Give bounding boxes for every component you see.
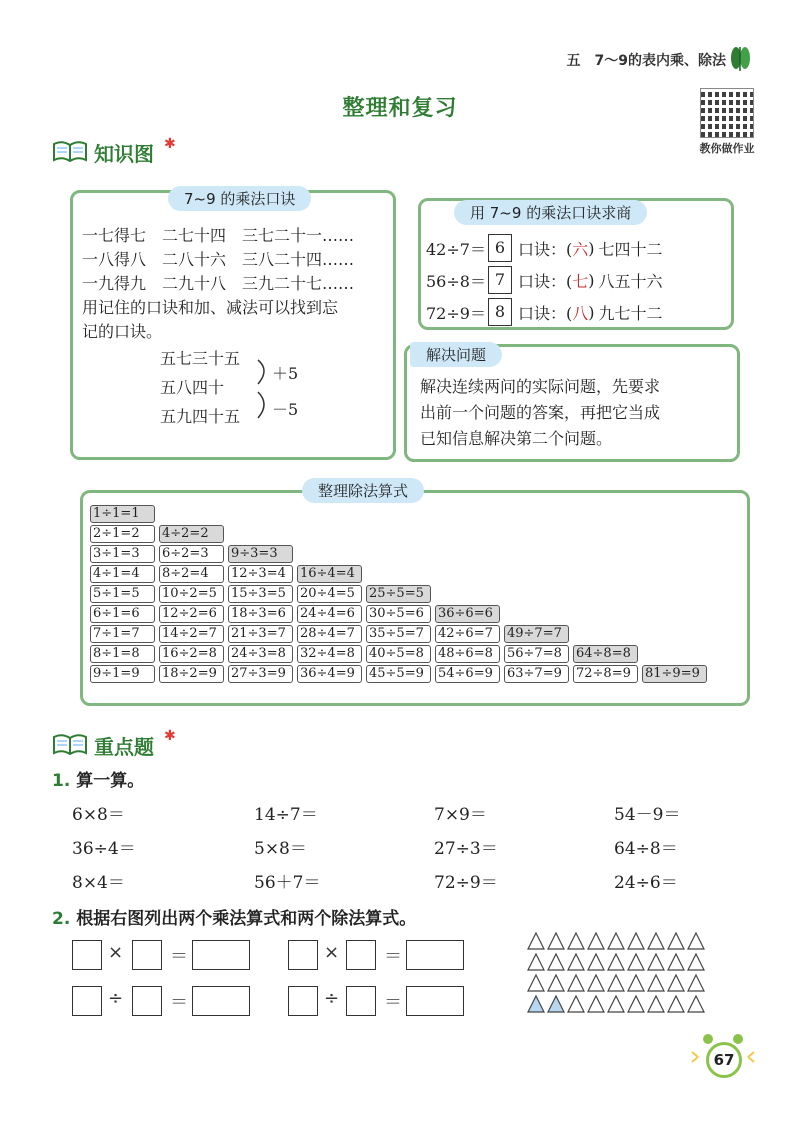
triangle-icon — [608, 975, 624, 991]
division-equation: 40÷5=8 — [366, 645, 431, 663]
equals-sign: ＝ — [384, 992, 402, 1013]
division-equation: 14÷2=7 — [159, 625, 224, 643]
qr-code — [700, 88, 754, 138]
chapter-header: 五 7～9的表内乘、除法 — [566, 53, 726, 69]
mnemonic-rest: 九七十二 — [598, 303, 663, 323]
formula-line: 一八得八 二八十六 三八二十四…… — [82, 250, 355, 269]
triangle-icon — [668, 954, 684, 970]
triangle-icon — [608, 933, 624, 949]
triangle-icon — [528, 933, 544, 949]
question-2 — [52, 904, 416, 929]
formula-steps — [160, 344, 240, 431]
triangle-icon — [688, 933, 704, 949]
answer-rect[interactable] — [406, 986, 464, 1016]
answer-square[interactable] — [72, 940, 102, 970]
calc-item: 6×8＝ — [72, 805, 125, 825]
division-equation: 72÷8=9 — [573, 665, 638, 683]
mnemonic-label: 口诀：( — [517, 303, 573, 323]
solve-line: 解决连续两问的实际问题，先要求 — [420, 377, 661, 396]
division-equation: 12÷2=6 — [159, 605, 224, 623]
star-icon: ✱ — [164, 136, 176, 152]
mnemonic-key: 八 — [572, 303, 589, 323]
answer-rect[interactable] — [192, 940, 250, 970]
triangle-icon — [548, 975, 564, 991]
triangle-icon — [568, 933, 584, 949]
calc-item: 27÷3＝ — [434, 839, 498, 859]
division-equation: 48÷6=8 — [435, 645, 500, 663]
division-equation: 6÷2=3 — [159, 545, 224, 563]
division-equation: 45÷5=9 — [366, 665, 431, 683]
formula-note: 用记住的口诀和加、减法可以找到忘 — [82, 298, 339, 317]
solve-line: 出前一个问题的答案，再把它当成 — [420, 403, 661, 422]
triangle-icon — [568, 996, 584, 1012]
quotient-box-title: 用 7~9 的乘法口诀求商 — [454, 200, 647, 225]
formula-lines — [82, 224, 354, 344]
formula-note: 记的口诀。 — [82, 322, 163, 341]
division-equation: 63÷7=9 — [504, 665, 569, 683]
triangle-icon — [668, 933, 684, 949]
equals-sign: ＝ — [384, 946, 402, 967]
question-text: 算一算。 — [76, 771, 145, 791]
star-icon: ✱ — [164, 728, 176, 744]
calc-item: 54－9＝ — [614, 805, 681, 825]
question-text: 根据右图列出两个乘法算式和两个除法算式。 — [76, 909, 417, 929]
division-equation: 10÷2=5 — [159, 585, 224, 603]
division-equation: 9÷3=3 — [228, 545, 293, 563]
division-equation: 7÷1=7 — [90, 625, 155, 643]
formula-box-title: 7~9 的乘法口诀 — [168, 186, 311, 211]
division-equation: 30÷5=6 — [366, 605, 431, 623]
mnemonic-key: 六 — [572, 239, 589, 259]
calc-item: 24÷6＝ — [614, 873, 678, 893]
division-row — [90, 584, 711, 604]
division-equation: 49÷7=7 — [504, 625, 569, 643]
quotient-expr: 42÷7＝ — [426, 239, 486, 259]
division-row — [90, 604, 711, 624]
triangle-icon — [688, 975, 704, 991]
division-row — [90, 644, 711, 664]
page-number: 67 — [706, 1042, 742, 1078]
triangle-icon — [648, 954, 664, 970]
step-line: 五八四十 — [160, 378, 225, 397]
triangle-icon — [568, 954, 584, 970]
mnemonic-label: 口诀：( — [517, 271, 573, 291]
division-equation: 5÷1=5 — [90, 585, 155, 603]
triangle-icon — [528, 954, 544, 970]
calc-item: 7×9＝ — [434, 805, 487, 825]
triangle-icon — [628, 933, 644, 949]
division-equation: 81÷9=9 — [642, 665, 707, 683]
triangle-icon — [688, 954, 704, 970]
triangle-icon — [608, 996, 624, 1012]
division-row — [90, 504, 711, 524]
equals-sign: ＝ — [170, 946, 188, 967]
mnemonic-close: ) — [588, 302, 595, 322]
answer-square[interactable] — [288, 986, 318, 1016]
division-equation: 6÷1=6 — [90, 605, 155, 623]
bracket-arrows — [254, 358, 274, 428]
formula-line: 一七得七 二七十四 三七二十一…… — [82, 226, 355, 245]
triangle-icon — [668, 975, 684, 991]
open-book-icon — [52, 140, 88, 162]
triangle-icon — [668, 996, 684, 1012]
quotient-row — [426, 296, 662, 328]
division-equation: 36÷4=9 — [297, 665, 362, 683]
quotient-rows — [426, 232, 662, 328]
triangle-icon — [588, 933, 604, 949]
triangle-icon — [548, 954, 564, 970]
triangle-icon — [548, 933, 564, 949]
division-equation: 36÷6=6 — [435, 605, 500, 623]
triangle-icon — [628, 996, 644, 1012]
division-equation: 25÷5=5 — [366, 585, 431, 603]
triangle-grid — [526, 930, 716, 1018]
section-key: 重点题 — [94, 735, 154, 759]
question-1 — [52, 766, 144, 791]
division-row — [90, 544, 711, 564]
division-equation: 24÷3=8 — [228, 645, 293, 663]
division-equation: 16÷4=4 — [297, 565, 362, 583]
times-sign: × — [108, 942, 124, 963]
division-equation: 28÷4=7 — [297, 625, 362, 643]
leaf-icon — [728, 44, 752, 72]
quotient-expr: 56÷8＝ — [426, 271, 486, 291]
mnemonic-rest: 八五十六 — [598, 271, 663, 291]
division-equation: 15÷3=5 — [228, 585, 293, 603]
answer-square[interactable] — [132, 940, 162, 970]
calc-item: 14÷7＝ — [254, 805, 318, 825]
mnemonic-close: ) — [588, 270, 595, 290]
triangle-icon — [648, 933, 664, 949]
division-equation: 21÷3=7 — [228, 625, 293, 643]
division-equation: 9÷1=9 — [90, 665, 155, 683]
answer-box: 7 — [488, 266, 512, 294]
question-number: 1. — [52, 771, 71, 791]
triangle-icon — [588, 975, 604, 991]
mnemonic-rest: 七四十二 — [598, 239, 663, 259]
division-equation: 2÷1=2 — [90, 525, 155, 543]
open-book-icon — [52, 733, 88, 755]
triangle-icon — [628, 975, 644, 991]
quotient-expr: 72÷9＝ — [426, 303, 486, 323]
solve-lines — [420, 374, 660, 452]
division-table — [90, 504, 711, 684]
quotient-row — [426, 264, 662, 296]
division-equation: 12÷3=4 — [228, 565, 293, 583]
calc-item: 5×8＝ — [254, 839, 307, 859]
division-equation: 20÷4=5 — [297, 585, 362, 603]
division-table-title: 整理除法算式 — [302, 478, 424, 503]
triangle-icon — [688, 996, 704, 1012]
division-equation: 18÷2=9 — [159, 665, 224, 683]
equals-sign: ＝ — [170, 992, 188, 1013]
answer-box: 6 — [488, 234, 512, 262]
question-number: 2. — [52, 909, 71, 929]
calc-item: 36÷4＝ — [72, 839, 136, 859]
triangle-icon — [588, 954, 604, 970]
division-equation: 32÷4=8 — [297, 645, 362, 663]
answer-square[interactable] — [346, 940, 376, 970]
mnemonic-close: ) — [588, 238, 595, 258]
triangle-icon — [608, 954, 624, 970]
calc-item: 56＋7＝ — [254, 873, 321, 893]
division-equation: 18÷3=6 — [228, 605, 293, 623]
step-line: 五七三十五 — [160, 349, 241, 368]
division-equation: 35÷5=7 — [366, 625, 431, 643]
solve-line: 已知信息解决第二个问题。 — [420, 429, 613, 448]
step-line: 五九四十五 — [160, 407, 241, 426]
triangle-icon — [588, 996, 604, 1012]
answer-box: 8 — [488, 298, 512, 326]
calc-item: 8×4＝ — [72, 873, 125, 893]
plus-label: ＋5 — [272, 364, 299, 383]
triangle-icon — [568, 975, 584, 991]
division-row — [90, 624, 711, 644]
triangle-icon — [548, 996, 564, 1012]
division-equation: 24÷4=6 — [297, 605, 362, 623]
division-equation: 54÷6=9 — [435, 665, 500, 683]
answer-square[interactable] — [132, 986, 162, 1016]
answer-rect[interactable] — [406, 940, 464, 970]
division-equation: 16÷2=8 — [159, 645, 224, 663]
division-row — [90, 524, 711, 544]
triangle-icon — [528, 975, 544, 991]
page-title: 整理和复习 — [342, 96, 458, 121]
divide-sign: ÷ — [108, 988, 124, 1009]
division-equation: 8÷2=4 — [159, 565, 224, 583]
division-equation: 3÷1=3 — [90, 545, 155, 563]
section-knowledge: 知识图 — [94, 142, 154, 166]
solve-box-title: 解决问题 — [410, 342, 502, 367]
division-equation: 27÷3=9 — [228, 665, 293, 683]
triangle-icon — [648, 975, 664, 991]
division-row — [90, 564, 711, 584]
answer-square[interactable] — [72, 986, 102, 1016]
answer-square[interactable] — [288, 940, 318, 970]
division-equation: 1÷1=1 — [90, 505, 155, 523]
division-equation: 8÷1=8 — [90, 645, 155, 663]
division-equation: 64÷8=8 — [573, 645, 638, 663]
formula-line: 一九得九 二九十八 三九二十七…… — [82, 274, 355, 293]
times-sign: × — [324, 942, 340, 963]
mnemonic-key: 七 — [572, 271, 589, 291]
triangle-icon — [528, 996, 544, 1012]
quotient-row — [426, 232, 662, 264]
division-equation: 4÷2=2 — [159, 525, 224, 543]
answer-rect[interactable] — [192, 986, 250, 1016]
divide-sign: ÷ — [324, 988, 340, 1009]
triangle-icon — [628, 954, 644, 970]
mnemonic-label: 口诀：( — [517, 239, 573, 259]
qr-label: 教你做作业 — [699, 142, 755, 155]
minus-label: －5 — [272, 400, 299, 419]
calc-item: 72÷9＝ — [434, 873, 498, 893]
division-equation: 56÷7=8 — [504, 645, 569, 663]
division-row — [90, 664, 711, 684]
answer-square[interactable] — [346, 986, 376, 1016]
division-equation: 42÷6=7 — [435, 625, 500, 643]
division-equation: 4÷1=4 — [90, 565, 155, 583]
calc-item: 64÷8＝ — [614, 839, 678, 859]
triangle-icon — [648, 996, 664, 1012]
